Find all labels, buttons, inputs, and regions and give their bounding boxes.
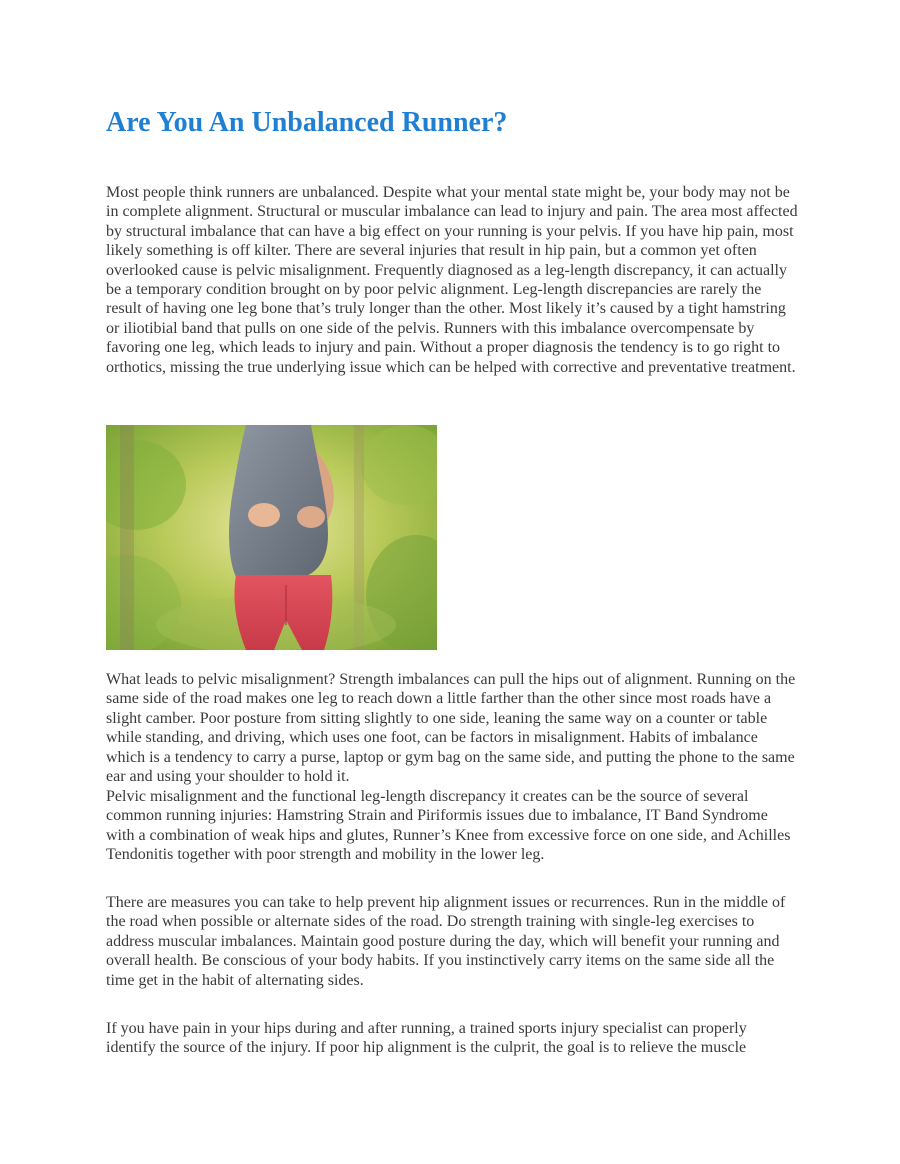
paragraph-injuries: Pelvic misalignment and the functional leg-length discrepancy it creates can be the source of several common running injuries: Hamstring Strain and Piriformis issues due to imbalance, IT Band Syndrome with a combination of weak hips and glutes, Runner’s Knee from excessive force on one side, and Achilles Tendonitis together with poor strength and mobility in the lower leg. <box>106 788 791 864</box>
paragraph-causes: What leads to pelvic misalignment? Strength imbalances can pull the hips out of alignment. Running on the same side of the road makes one leg to reach down a little farther than the other since most roads have a slight camber. Poor posture from sitting slightly to one side, leaning the same way on a counter or table while standing, and driving, which uses one foot, can be factors in misalignment. Habits of imbalance which is a tendency to carry a purse, laptop or gym bag on the same side, and putting the phone to the same ear and using your shoulder to hold it. <box>106 671 796 786</box>
paragraph-prevention: There are measures you can take to help prevent hip alignment issues or recurrences. Run in the middle of the road when possible or alternate sides of the road. Do strength training with single-leg exercises to address muscular imbalances. Maintain good posture during the day, which will benefit your running and overall health. Be conscious of your body habits. If you instinctively carry items on the same side all the time get in the habit of alternating sides. <box>106 894 786 989</box>
paragraph-treatment: If you have pain in your hips during and after running, a trained sports injury specialist can properly identify the source of the injury. If poor hip alignment is the culprit, the goal is to relieve the muscle <box>106 1020 747 1057</box>
article-title: Are You An Unbalanced Runner? <box>106 107 508 138</box>
paragraph-intro: Most people think runners are unbalanced. Despite what your mental state might be, your body may not be in complete alignment. Structural or muscular imbalance can lead to injury and pain. The area most affected by structural imbalance that can have a big effect on your running is your pelvis. If you have hip pain, most likely something is off kilter. There are several injuries that result in hip pain, but a common yet often overlooked cause is pelvic misalignment. Frequently diagnosed as a leg-length discrepancy, it can actually be a temporary condition brought on by poor pelvic alignment. Leg-length discrepancies are rarely the result of having one leg bone that’s truly longer than the other. Most likely it’s caused by a tight hamstring or iliotibial band that pulls on one side of the pelvis. Runners with this imbalance overcompensate by favoring one leg, which leads to injury and pain. Without a proper diagnosis the tendency is to go right to orthotics, missing the true underlying issue which can be helped with corrective and preventative treatment. <box>106 184 798 376</box>
woman-holding-lower-back-photo <box>106 425 437 650</box>
